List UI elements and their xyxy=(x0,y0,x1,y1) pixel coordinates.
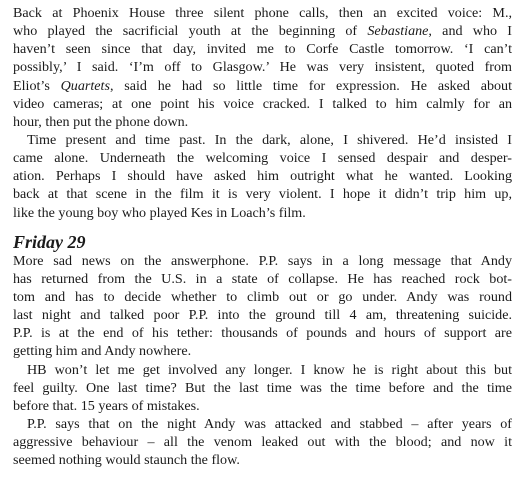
paragraph xyxy=(13,252,512,361)
text-line: HB won’t let me get involved any longer. I know he is right about this but xyxy=(27,361,512,378)
text-line: P.P. says that on the night Andy was attacked and stabbed – after years of xyxy=(27,415,512,432)
text-line: seemed nothing would staunch the flow. xyxy=(13,452,240,469)
text-line: back at that scene in the film it is very violent. I hope it didn’t trip him up, xyxy=(13,186,512,203)
text-line: came alone. Underneath the welcoming voice I sensed despair and desper- xyxy=(13,150,512,167)
text-line: last night and talked poor P.P. into the ground till 4 am, threatening suicide. xyxy=(13,307,512,324)
text-line: P.P. is at the end of his tether: thousands of pounds and hours of support are xyxy=(13,325,512,342)
paragraph xyxy=(13,4,512,131)
text-line: who played the sacrificial youth at the beginning of Sebastiane, and who I xyxy=(13,23,512,40)
diary-entry xyxy=(13,231,512,470)
text-line: Eliot’s Quartets, said he had so little time for expression. He asked about xyxy=(13,77,513,94)
text-line: aggressive behaviour – all the venom leaked out with the blood; and now it xyxy=(13,434,512,451)
text-line: tom and has to decide whether to climb out or go under. Andy was round xyxy=(13,288,512,305)
text-line: video cameras; at one point his voice cracked. I talked to him calmly for an xyxy=(13,95,512,112)
text-line: possibly,’ I said. ‘I’m off to Glasgow.’ He was very insistent, quoted from xyxy=(13,59,512,76)
text-line: has returned from the U.S. in a state of collapse. He has reached rock bot- xyxy=(13,270,512,287)
text-line: haven’t seen since that day, invited me to Corfe Castle tomorrow. ‘I can’t xyxy=(13,41,512,58)
paragraph xyxy=(13,131,512,222)
text-line: Back at Phoenix House three silent phone calls, then an excited voice: M., xyxy=(13,5,512,21)
text-line: ation. Perhaps I should have asked him outright what he wanted. Looking xyxy=(13,168,512,185)
paragraph xyxy=(13,361,512,415)
diary-entry xyxy=(13,4,512,222)
text-line: hour, then put the phone down. xyxy=(13,113,189,130)
paragraph xyxy=(13,415,512,469)
text-line: feel guilty. One last time? But the last time was the time before and the time xyxy=(13,379,512,396)
text-line: More sad news on the answerphone. P.P. says in a long message that Andy xyxy=(13,252,512,269)
text-line: getting him and Andy nowhere. xyxy=(13,343,192,360)
entry-heading: Friday 29 xyxy=(13,231,86,252)
text-line: before that. 15 years of mistakes. xyxy=(13,397,200,414)
text-line: Time present and time past. In the dark, alone, I shivered. He’d insisted I xyxy=(27,131,512,148)
text-line: like the young boy who played Kes in Loach’s film. xyxy=(13,204,306,221)
